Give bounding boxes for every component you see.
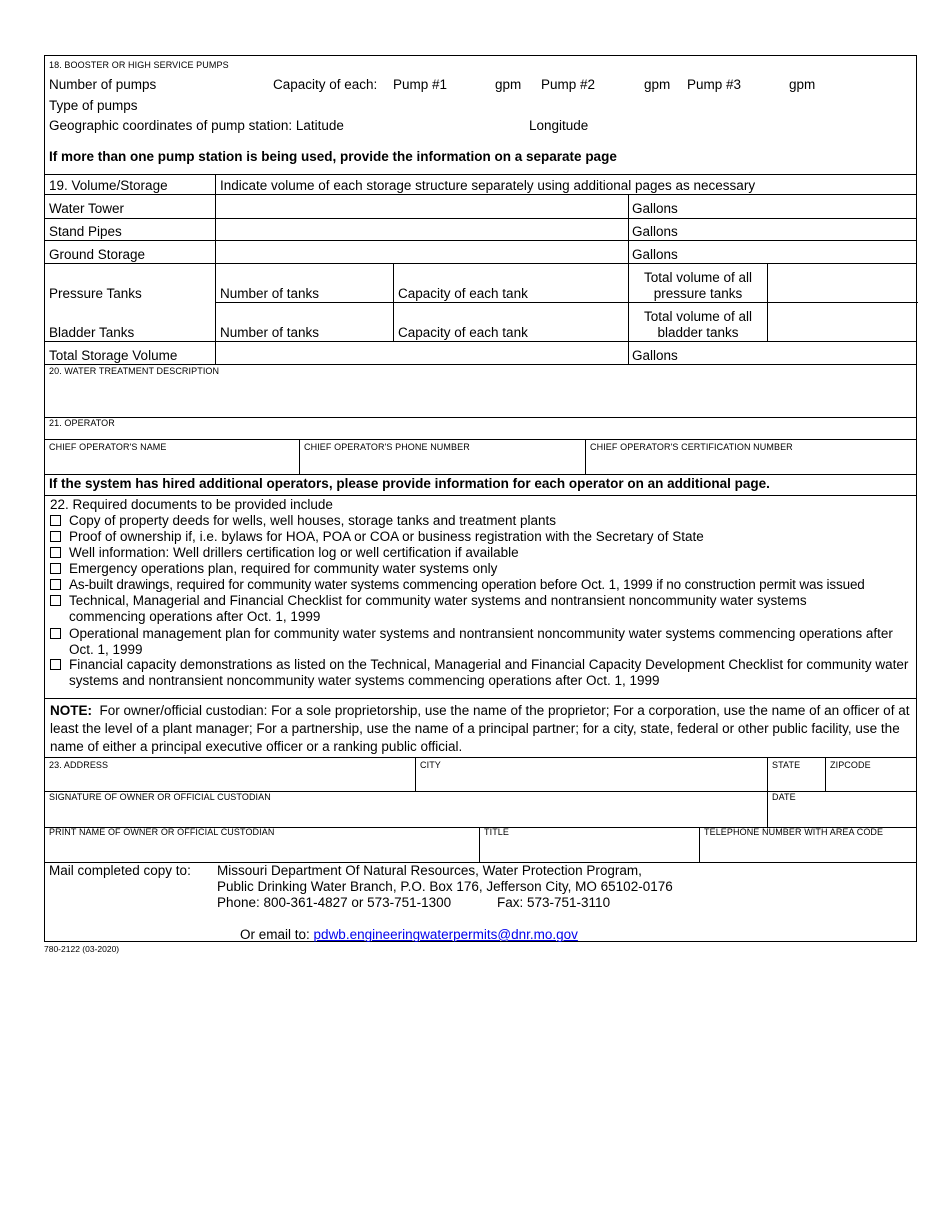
telephone-field[interactable]: TELEPHONE NUMBER WITH AREA CODE	[704, 827, 884, 837]
chief-operator-name-field[interactable]: CHIEF OPERATOR'S NAME	[49, 442, 167, 452]
stand-pipes-input[interactable]	[216, 219, 627, 239]
total-pressure-input[interactable]	[768, 264, 916, 301]
pressure-tanks-label: Pressure Tanks	[49, 286, 142, 301]
stand-pipes-label: Stand Pipes	[49, 224, 122, 239]
doc-item-proof-of-ownership[interactable]: Proof of ownership if, i.e. bylaws for HOA, POA or COA or business registration with the Secretary of State	[50, 529, 915, 545]
chief-operator-phone-field[interactable]: CHIEF OPERATOR'S PHONE NUMBER	[304, 442, 470, 452]
total-bladder-input[interactable]	[768, 303, 916, 340]
type-of-pumps-label: Type of pumps	[49, 98, 138, 113]
doc-item-emergency-plan[interactable]: Emergency operations plan, required for community water systems only	[50, 561, 915, 577]
total-bladder-label-2: bladder tanks	[657, 325, 739, 340]
pump3-label: Pump #3	[687, 77, 742, 92]
pressure-capacity-each-label[interactable]: Capacity of each tank	[398, 286, 528, 301]
stand-pipes-gallons: Gallons	[632, 224, 678, 239]
water-tower-label: Water Tower	[49, 201, 125, 216]
pump2-gpm-unit: gpm	[644, 77, 671, 92]
section-18-header: 18. BOOSTER OR HIGH SERVICE PUMPS	[49, 60, 229, 70]
doc-item-operational-plan[interactable]: Operational management plan for community water systems and nontransient noncommunity water systems commencing operations after Oct. 1, 1999	[50, 626, 900, 658]
pump2-label: Pump #2	[541, 77, 596, 92]
print-name-field[interactable]: PRINT NAME OF OWNER OR OFFICIAL CUSTODIAN	[49, 827, 275, 837]
email-prefix: Or email to:	[240, 927, 310, 942]
total-bladder-label-1: Total volume of all	[643, 309, 753, 324]
mail-address-line-1: Missouri Department Of Natural Resources, Water Protection Program,	[217, 863, 642, 878]
capacity-each-label: Capacity of each:	[273, 77, 378, 92]
ground-storage-label: Ground Storage	[49, 247, 146, 262]
doc-item-property-deeds[interactable]: Copy of property deeds for wells, well houses, storage tanks and treatment plants	[50, 513, 915, 529]
bladder-capacity-each-label[interactable]: Capacity of each tank	[398, 325, 528, 340]
pressure-number-of-tanks-label[interactable]: Number of tanks	[220, 286, 320, 301]
total-pressure-label-1: Total volume of all	[643, 270, 753, 285]
total-storage-gallons: Gallons	[632, 348, 678, 363]
coordinates-label: Geographic coordinates of pump station: Latitude	[49, 118, 344, 133]
mail-address-line-2: Public Drinking Water Branch, P.O. Box 176, Jefferson City, MO 65102-0176	[217, 879, 673, 894]
city-field[interactable]: CITY	[420, 760, 441, 770]
water-tower-gallons: Gallons	[632, 201, 678, 216]
bladder-tanks-label: Bladder Tanks	[49, 325, 135, 340]
ground-storage-input[interactable]	[216, 241, 627, 262]
checkbox-icon[interactable]	[50, 531, 61, 542]
volume-storage-title: 19. Volume/Storage	[49, 178, 168, 193]
date-field[interactable]: DATE	[772, 792, 796, 802]
title-field[interactable]: TITLE	[484, 827, 510, 837]
checkbox-icon[interactable]	[50, 595, 61, 606]
checkbox-icon[interactable]	[50, 659, 61, 670]
number-of-pumps-label: Number of pumps	[49, 77, 157, 92]
required-docs-title: 22. Required documents to be provided include	[50, 497, 333, 512]
total-storage-input[interactable]	[216, 342, 627, 363]
checkbox-icon[interactable]	[50, 628, 61, 639]
doc-item-financial-capacity[interactable]: Financial capacity demonstrations as listed on the Technical, Managerial and Financial Capacity Development Checklist for community water systems and nontransient noncommunity water systems commencing operations after Oct. 1, 1999	[50, 657, 916, 689]
email-line	[240, 927, 578, 943]
address-field[interactable]: 23. ADDRESS	[49, 760, 109, 770]
chief-operator-cert-field[interactable]: CHIEF OPERATOR'S CERTIFICATION NUMBER	[590, 442, 793, 452]
email-link[interactable]: pdwb.engineeringwaterpermits@dnr.mo.gov	[313, 927, 578, 942]
signature-field[interactable]: SIGNATURE OF OWNER OR OFFICIAL CUSTODIAN	[49, 792, 271, 802]
mail-phone: Phone: 800-361-4827 or 573-751-1300	[217, 895, 452, 910]
pump3-gpm-unit: gpm	[789, 77, 816, 92]
section-20-header: 20. WATER TREATMENT DESCRIPTION	[49, 366, 220, 376]
ground-storage-gallons: Gallons	[632, 247, 678, 262]
mail-label: Mail completed copy to:	[49, 863, 191, 878]
doc-item-tmf-checklist[interactable]: Technical, Managerial and Financial Checklist for community water systems and nontransient noncommunity water systems commencing operations after Oct. 1, 1999	[50, 593, 850, 625]
form-page	[44, 55, 917, 942]
doc-item-well-information[interactable]: Well information: Well drillers certification log or well certification if available	[50, 545, 915, 561]
pump1-gpm-unit: gpm	[495, 77, 522, 92]
doc-item-as-built-drawings[interactable]: As-built drawings, required for community water systems commencing operation before Oct. 1, 1999 if no construction permit was issued	[50, 577, 922, 593]
longitude-label: Longitude	[529, 118, 589, 133]
section-21-header: 21. OPERATOR	[49, 418, 115, 428]
note-label: NOTE:	[50, 703, 92, 718]
additional-operators-note: If the system has hired additional operators, please provide information for each operator on an additional page.	[49, 476, 770, 491]
form-number: 780-2122 (03-2020)	[44, 944, 120, 954]
checkbox-icon[interactable]	[50, 563, 61, 574]
bladder-number-of-tanks-label[interactable]: Number of tanks	[220, 325, 320, 340]
total-storage-label: Total Storage Volume	[49, 348, 178, 363]
checkbox-icon[interactable]	[50, 579, 61, 590]
total-pressure-label-2: pressure tanks	[653, 286, 743, 301]
water-tower-input[interactable]	[216, 195, 627, 217]
pump1-label: Pump #1	[393, 77, 448, 92]
state-field[interactable]: STATE	[772, 760, 801, 770]
separate-page-note: If more than one pump station is being used, provide the information on a separate page	[49, 149, 617, 164]
checkbox-icon[interactable]	[50, 515, 61, 526]
custodian-note	[50, 702, 916, 756]
note-text: For owner/official custodian: For a sole proprietorship, use the name of the proprietor; For a corporation, use the name of an officer of at least the level of a plant manager; For a partnership, use the name of a principal partner; for a city, state, federal or other public facility, use the name of either a principal executive officer or a ranking public official.	[50, 703, 910, 754]
mail-fax: Fax: 573-751-3110	[497, 895, 611, 910]
zipcode-field[interactable]: ZIPCODE	[830, 760, 871, 770]
checkbox-icon[interactable]	[50, 547, 61, 558]
water-treatment-input[interactable]	[46, 378, 916, 416]
volume-storage-instruction: Indicate volume of each storage structure separately using additional pages as necessary	[220, 178, 756, 193]
